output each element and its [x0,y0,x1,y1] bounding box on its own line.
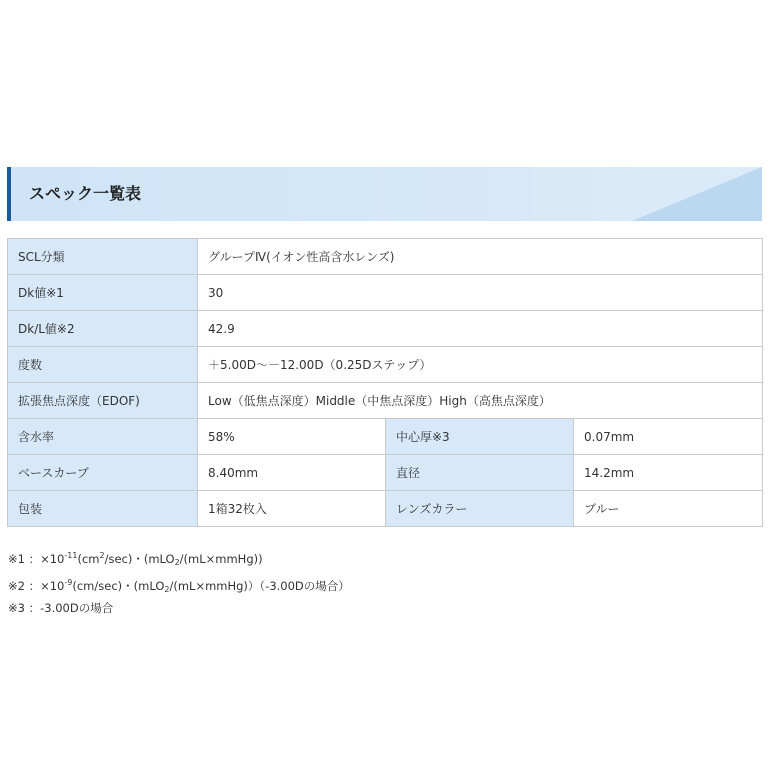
footnote-2-suffix: /(mL×mmHg)）（-3.00Dの場合） [169,578,350,593]
table-row [8,239,763,275]
footnote-2-unit: (cm/sec)・(mLO [72,578,165,593]
footnote-1-unit-b: /sec)・(mLO [104,552,175,566]
footnote-3: ※3 ：-3.00Dの場合 [8,601,114,615]
table-row [8,311,763,347]
row-label: Dk/L値※2 [8,311,198,347]
table-row [8,419,763,455]
footnote-2-subscript: 2 [164,584,170,594]
row-label-secondary: 直径 [386,455,574,491]
row-label: 拡張焦点深度（EDOF) [8,383,198,419]
footnote-1 [8,546,350,573]
footnote-1-prefix: ※1 ：×10 [8,552,65,566]
table-row [8,347,763,383]
table-row [8,491,763,527]
section-title: スペック一覧表 [29,184,142,203]
footnote-1-exponent-2: 2 [99,551,105,560]
row-value: グループⅣ(イオン性高含水レンズ) [198,239,763,275]
footnotes [8,546,350,619]
footnote-2 [8,573,350,600]
row-value: 1箱32枚入 [198,491,386,527]
row-label: 含水率 [8,419,198,455]
row-label: ベースカーブ [8,455,198,491]
row-value: 58% [198,419,386,455]
heading-decoration [632,167,762,221]
row-value: 30 [198,275,763,311]
row-value: 8.40mm [198,455,386,491]
row-value-secondary: 14.2mm [574,455,763,491]
row-value: Low（低焦点深度）Middle（中焦点深度）High（高焦点深度） [198,383,763,419]
row-label-secondary: レンズカラー [386,491,574,527]
table-row [8,275,763,311]
row-value-secondary: 0.07mm [574,419,763,455]
footnote-2-prefix: ※2 ：×10 [8,578,65,593]
row-label: 度数 [8,347,198,383]
row-label: 包装 [8,491,198,527]
spec-table [7,238,763,527]
footnote-1-suffix: /(mL×mmHg)) [179,552,263,566]
footnote-1-exponent: -11 [64,551,78,560]
section-heading [7,167,762,221]
table-row [8,455,763,491]
footnote-1-subscript: 2 [174,558,180,567]
row-value-secondary: ブルー [574,491,763,527]
row-value: ＋5.00D～－12.00D（0.25Dステップ） [198,347,763,383]
row-label: SCL分類 [8,239,198,275]
row-label-secondary: 中心厚※3 [386,419,574,455]
row-value: 42.9 [198,311,763,347]
table-row [8,383,763,419]
row-label: Dk値※1 [8,275,198,311]
footnote-1-unit-a: (cm [77,552,100,566]
footnote-2-exponent: -9 [64,577,73,587]
